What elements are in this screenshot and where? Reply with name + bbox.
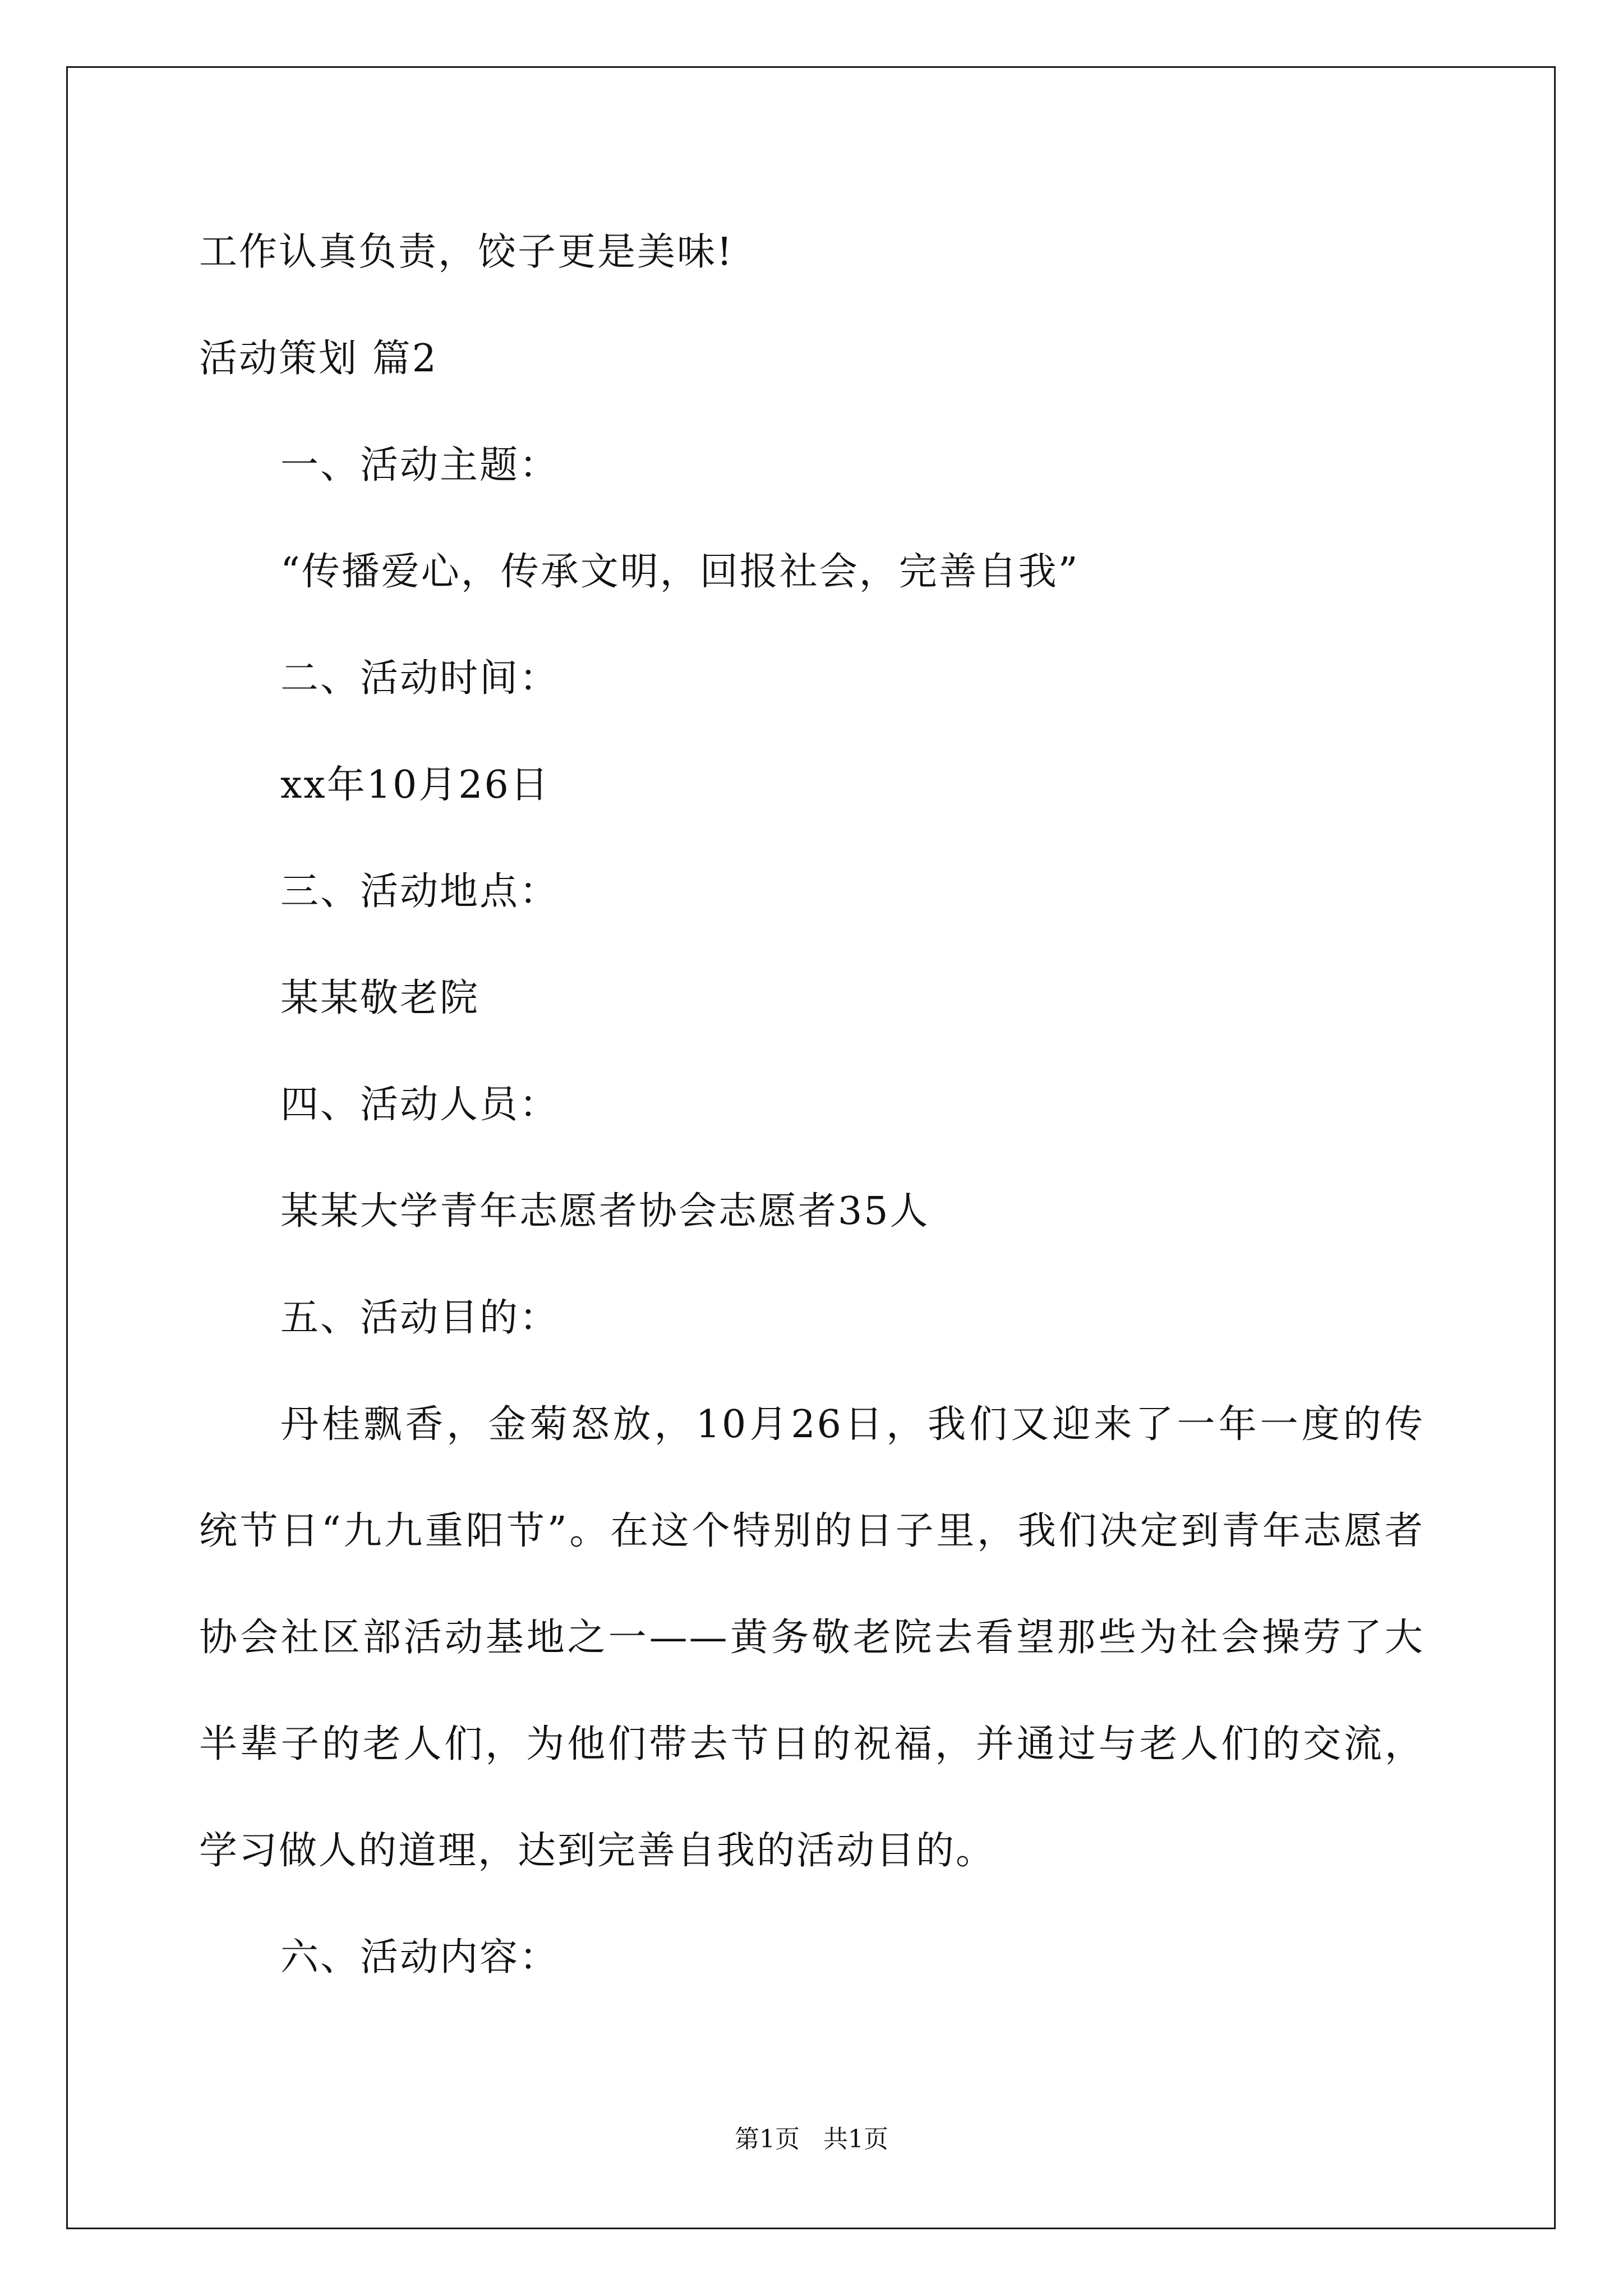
page-border [66,66,1556,2229]
heading-purpose: 五、活动目的： [280,1296,560,1340]
location-text: 某某敬老院 [280,976,480,1020]
purpose-line-3: 协会社区部活动基地之一——黄务敬老院去看望那些为社会操劳了大 [199,1616,1424,1660]
purpose-line-1: 丹桂飘香，金菊怒放，10月26日，我们又迎来了一年一度的传 [280,1402,1424,1447]
text-line-1: 工作认真负责，饺子更是美味! [199,230,734,274]
page-footer [0,2124,1623,2155]
section-heading: 活动策划 篇2 [199,337,438,381]
theme-text: “传播爱心，传承文明，回报社会，完善自我” [280,550,1080,594]
heading-time: 二、活动时间： [280,656,560,701]
page-number: 第1页 [735,2125,800,2154]
people-text: 某某大学青年志愿者协会志愿者35人 [280,1189,930,1234]
heading-content: 六、活动内容： [280,1935,560,1980]
heading-theme: 一、活动主题： [280,443,560,487]
purpose-line-2: 统节日“九九重阳节”。在这个特别的日子里，我们决定到青年志愿者 [199,1509,1424,1553]
heading-people: 四、活动人员： [280,1083,560,1127]
time-text: xx年10月26日 [280,763,550,807]
heading-location: 三、活动地点： [280,869,560,914]
purpose-line-4: 半辈子的老人们，为他们带去节日的祝福，并通过与老人们的交流， [199,1722,1424,1766]
purpose-line-5: 学习做人的道理，达到完善自我的活动目的。 [199,1829,996,1873]
page-total: 共1页 [823,2125,888,2154]
